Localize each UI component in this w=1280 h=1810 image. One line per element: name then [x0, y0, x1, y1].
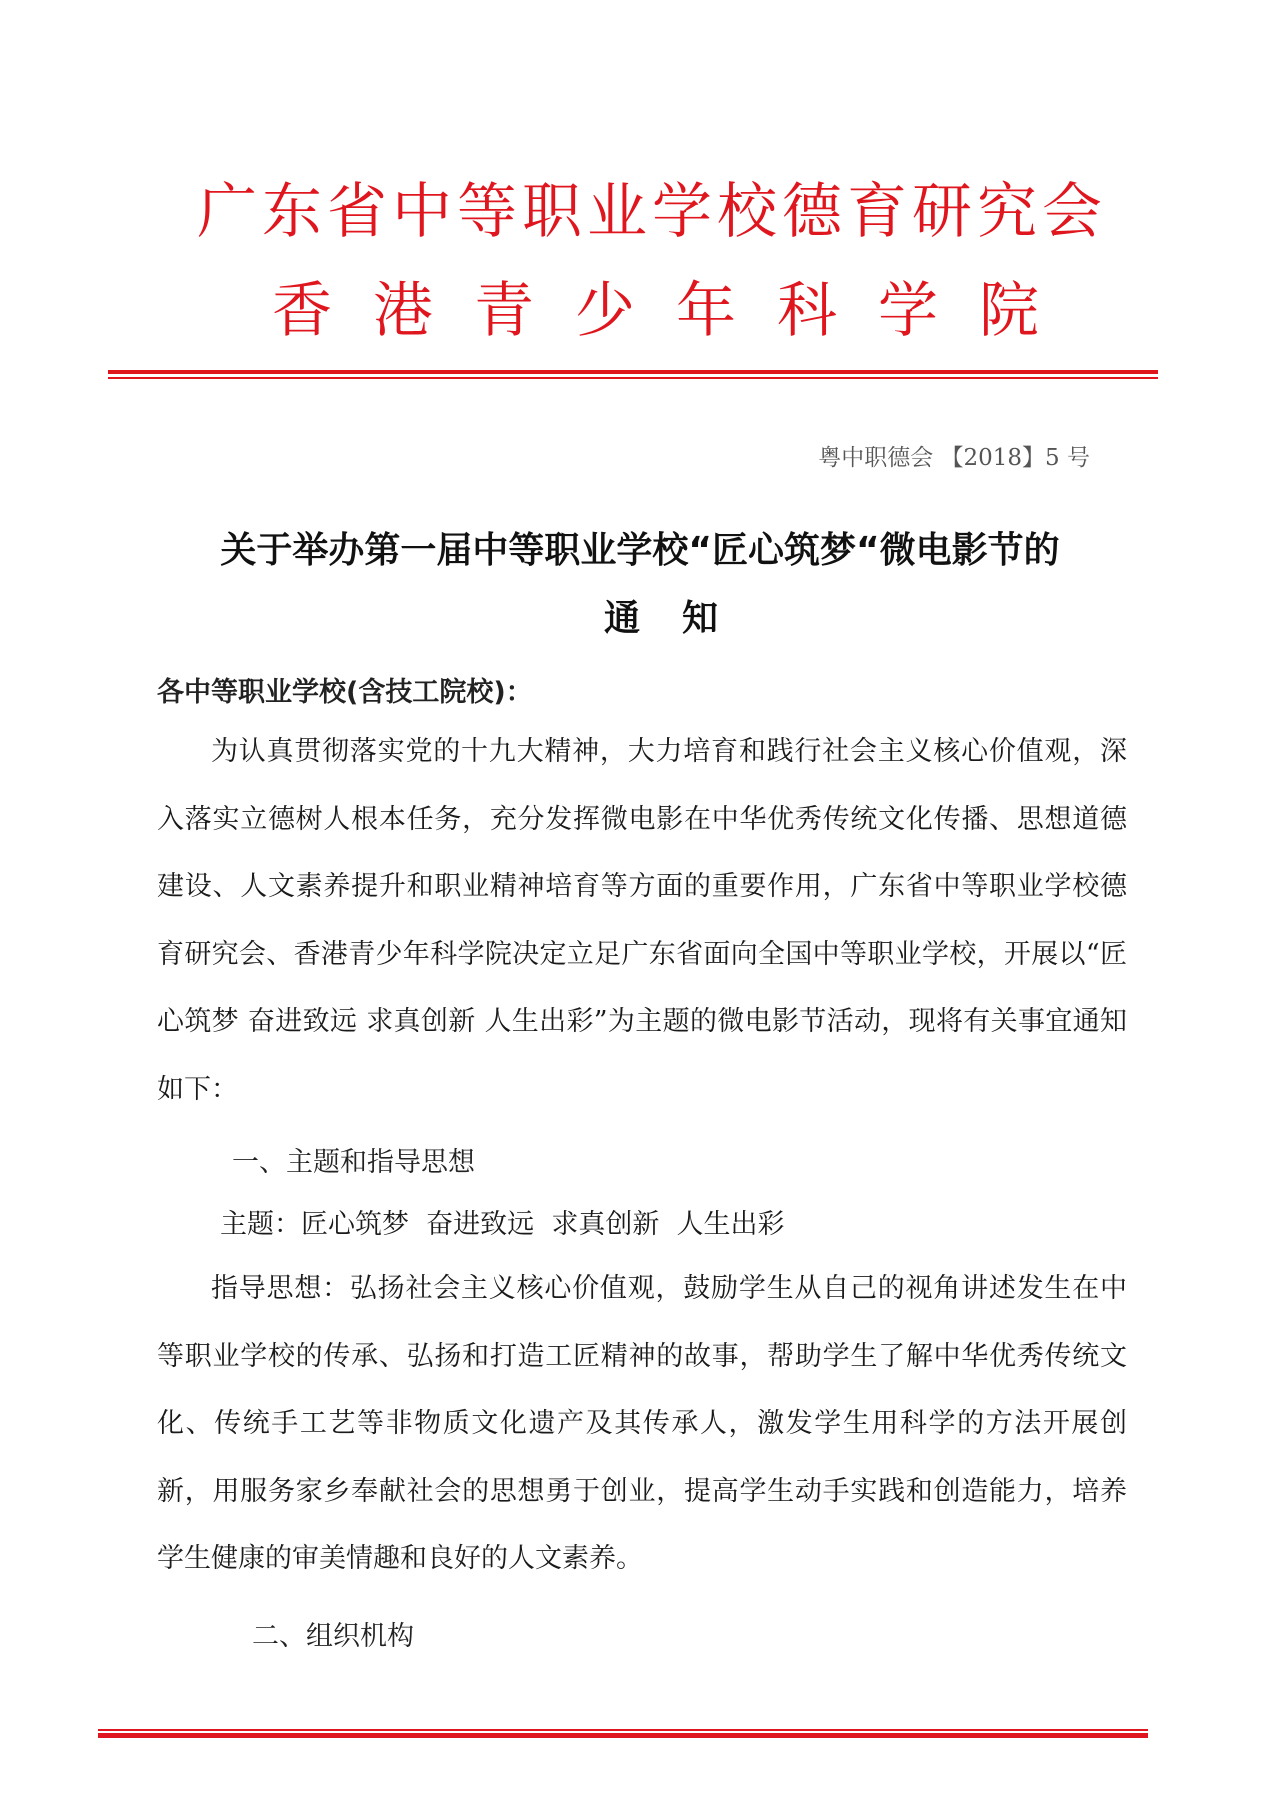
section-heading-organization: 二、组织机构	[252, 1621, 414, 1652]
footer-red-rule-thick	[98, 1733, 1148, 1738]
section-heading-theme: 一、主题和指导思想	[232, 1147, 475, 1178]
notice-title-line1: 关于举办第一届中等职业学校“匠心筑梦“微电影节的	[220, 530, 1060, 571]
footer-red-rule-thin	[98, 1729, 1148, 1731]
theme-line: 主题：匠心筑梦 奋进致远 求真创新 人生出彩	[220, 1209, 785, 1240]
document-number: 粤中职德会 【2018】5 号	[818, 445, 1090, 471]
header-red-rule-thin	[108, 377, 1158, 379]
intro-paragraph: 为认真贯彻落实党的十九大精神，大力培育和践行社会主义核心价值观，深入落实立德树人根本任务，充分发挥微电影在中华优秀传统文化传播、思想道德建设、人文素养提升和职业精神培育等方面的重要作用，广东省中等职业学校德育研究会、香港青少年科学院决定立足广东省面向全国中等职业学校，开展以“匠心筑梦 奋进致远 求真创新 人生出彩”为主题的微电影节活动，现将有关事宜通知如下：	[157, 736, 1127, 1105]
issuing-organization-2: 香港青少年科学院	[272, 276, 1080, 346]
guiding-thought-paragraph: 指导思想：弘扬社会主义核心价值观，鼓励学生从自己的视角讲述发生在中等职业学校的传承、弘扬和打造工匠精神的故事，帮助学生了解中华优秀传统文化、传统手工艺等非物质文化遗产及其传承人，激发学生用科学的方法开展创新，用服务家乡奉献社会的思想勇于创业，提高学生动手实践和创造能力，培养学生健康的审美情趣和良好的人文素养。	[157, 1273, 1127, 1574]
issuing-organization-1: 广东省中等职业学校德育研究会	[197, 177, 1107, 247]
addressee: 各中等职业学校(含技工院校)：	[157, 677, 533, 708]
header-red-rule-thick	[108, 370, 1158, 374]
notice-title-line2: 通知	[603, 598, 760, 639]
